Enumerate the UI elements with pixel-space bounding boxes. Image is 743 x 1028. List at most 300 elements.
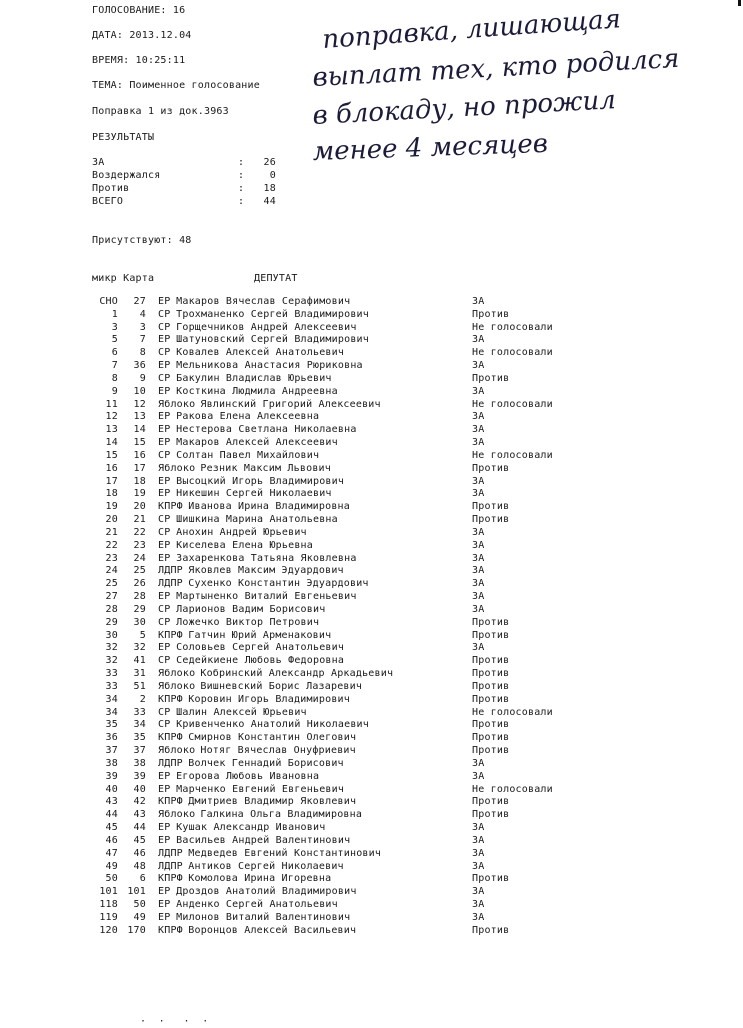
vote-result: Против	[472, 873, 510, 885]
vote-result: Не голосовали	[472, 347, 553, 359]
deputy-name: Ложечко Виктор Петрович	[176, 616, 320, 628]
mic-number: 43	[105, 796, 118, 808]
party: Яблоко	[158, 398, 196, 410]
deputy-name: Коровин Игорь Владимирович	[188, 693, 350, 705]
mic-number: 20	[105, 514, 118, 526]
mic-number: 32	[105, 655, 118, 667]
mic-number: 32	[105, 642, 118, 654]
table-row	[0, 386, 743, 399]
card-number: 26	[133, 578, 146, 590]
deputy-name: Косткина Людмила Андреевна	[176, 385, 338, 397]
handwritten-line: выплат тех, кто родился	[311, 43, 681, 93]
deputy-name: Воронцов Алексей Васильевич	[188, 924, 357, 936]
party: ЕР	[158, 411, 171, 423]
card-number: 37	[133, 745, 146, 757]
vote-result: ЗА	[472, 360, 485, 372]
mic-number: 118	[99, 899, 118, 910]
total-label: ЗА	[92, 157, 105, 168]
vote-result: Против	[472, 616, 510, 628]
total-label: ВСЕГО	[92, 196, 124, 207]
card-number: 43	[133, 809, 146, 821]
mic-number: 14	[105, 437, 118, 449]
vote-result: Против	[472, 514, 510, 526]
card-number: 4	[139, 308, 146, 320]
party: Яблоко	[158, 745, 196, 757]
party: ЛДПР	[158, 757, 183, 769]
deputy-name: Резник Максим Львович	[200, 462, 331, 474]
vote-result: ЗА	[472, 822, 485, 834]
card-number: 49	[133, 911, 146, 923]
vote-result: ЗА	[472, 488, 485, 500]
vote-result: ЗА	[472, 552, 485, 564]
table-row	[0, 925, 743, 938]
table-row	[0, 450, 743, 463]
mic-number: 38	[105, 757, 118, 769]
table-row	[0, 309, 743, 322]
mic-number: 17	[105, 475, 118, 487]
vote-result: ЗА	[472, 578, 485, 590]
card-number: 170	[127, 924, 146, 936]
party: СР	[158, 526, 171, 538]
vote-result: Против	[472, 629, 510, 641]
card-number: 24	[133, 552, 146, 564]
table-row	[0, 796, 743, 809]
table-row	[0, 822, 743, 835]
mic-number: 28	[105, 603, 118, 615]
deputy-name: Дмитриев Владимир Яковлевич	[188, 796, 357, 808]
party: КПРФ	[158, 873, 183, 885]
table-row	[0, 322, 743, 335]
card-number: 15	[133, 437, 146, 449]
deputy-name: Антиков Сергей Николаевич	[188, 860, 344, 872]
table-row	[0, 334, 743, 347]
vote-result: Против	[472, 308, 510, 320]
party: ЕР	[158, 334, 171, 346]
edge-mark	[738, 0, 741, 6]
mic-number: 33	[105, 680, 118, 692]
card-number: 13	[133, 411, 146, 423]
table-row	[0, 424, 743, 437]
vote-number: ГОЛОСОВАНИЕ: 16	[92, 5, 186, 16]
mic-number: 16	[105, 462, 118, 474]
vote-time: ВРЕМЯ: 10:25:11	[92, 55, 186, 66]
card-number: 44	[133, 822, 146, 834]
vote-result: Не голосовали	[472, 398, 553, 410]
vote-result: ЗА	[472, 770, 485, 782]
vote-result: Против	[472, 501, 510, 513]
party: ЕР	[158, 886, 171, 898]
table-row	[0, 848, 743, 861]
table-row	[0, 411, 743, 424]
card-number: 45	[133, 834, 146, 846]
footer-artifact: · · · ·	[140, 1016, 209, 1027]
party: СР	[158, 347, 171, 359]
mic-number: 27	[105, 591, 118, 603]
vote-result: ЗА	[472, 334, 485, 346]
vote-result: Не голосовали	[472, 321, 553, 333]
table-row	[0, 604, 743, 617]
mic-number: 50	[105, 873, 118, 885]
party: ЕР	[158, 475, 171, 487]
table-row	[0, 514, 743, 527]
deputy-name: Явлинский Григорий Алексеевич	[200, 398, 381, 410]
card-number: 51	[133, 680, 146, 692]
table-row	[0, 488, 743, 501]
mic-number: 119	[99, 911, 118, 923]
party: СР	[158, 655, 171, 667]
card-number: 48	[133, 860, 146, 872]
vote-result: Не голосовали	[472, 449, 553, 461]
card-number: 27	[133, 296, 146, 307]
total-label: Против	[92, 183, 130, 194]
table-row	[0, 835, 743, 848]
party: ЕР	[158, 539, 171, 551]
deputy-name: Иванова Ирина Владимировна	[188, 501, 350, 513]
card-number: 12	[133, 398, 146, 410]
vote-result: Против	[472, 924, 510, 936]
card-number: 40	[133, 783, 146, 795]
mic-number: 49	[105, 860, 118, 872]
vote-result: ЗА	[472, 475, 485, 487]
party: ЕР	[158, 385, 171, 397]
table-row	[0, 360, 743, 373]
party: СР	[158, 449, 171, 461]
table-row	[0, 668, 743, 681]
party: ЕР	[158, 591, 171, 603]
vote-result: Против	[472, 719, 510, 731]
party: КПРФ	[158, 501, 183, 513]
party: ЕР	[158, 770, 171, 782]
vote-result: Против	[472, 693, 510, 705]
table-row	[0, 540, 743, 553]
vote-result: Против	[472, 668, 510, 680]
handwritten-line: менее 4 месяцев	[312, 128, 549, 167]
party: ЛДПР	[158, 847, 183, 859]
deputy-name: Макаров Вячеслав Серафимович	[176, 296, 351, 307]
deputy-name: Васильев Андрей Валентинович	[176, 834, 351, 846]
party: ЕР	[158, 296, 171, 307]
table-row	[0, 553, 743, 566]
party: ЕР	[158, 437, 171, 449]
mic-number: 34	[105, 706, 118, 718]
deputy-name: Галкина Ольга Владимировна	[200, 809, 363, 821]
vote-result: ЗА	[472, 411, 485, 423]
table-row	[0, 373, 743, 386]
vote-result: Не голосовали	[472, 706, 553, 718]
card-number: 14	[133, 424, 146, 436]
vote-result: ЗА	[472, 847, 485, 859]
table-row	[0, 784, 743, 797]
vote-result: Против	[472, 809, 510, 821]
table-row	[0, 809, 743, 822]
card-number: 10	[133, 385, 146, 397]
deputy-name: Трохманенко Сергей Владимирович	[176, 308, 369, 320]
table-row	[0, 771, 743, 784]
table-row	[0, 399, 743, 412]
table-row	[0, 463, 743, 476]
mic-number: 39	[105, 770, 118, 782]
card-number: 23	[133, 539, 146, 551]
table-row	[0, 617, 743, 630]
card-number: 18	[133, 475, 146, 487]
mic-number: СНО	[99, 296, 118, 307]
table-row	[0, 347, 743, 360]
deputy-name: Смирнов Константин Олегович	[188, 732, 357, 744]
deputy-name: Марченко Евгений Евгеньевич	[176, 783, 345, 795]
vote-result: ЗА	[472, 899, 485, 910]
party: ЕР	[158, 783, 171, 795]
vote-result: Против	[472, 462, 510, 474]
deputy-name: Высоцкий Игорь Владимирович	[176, 475, 345, 487]
party: Яблоко	[158, 809, 196, 821]
party: СР	[158, 308, 171, 320]
vote-result: Против	[472, 372, 510, 384]
party: КПРФ	[158, 924, 183, 936]
deputy-name: Шалин Алексей Юрьевич	[176, 706, 307, 718]
deputy-name: Ракова Елена Алексеевна	[176, 411, 320, 423]
table-row	[0, 694, 743, 707]
vote-result: ЗА	[472, 603, 485, 615]
party: ЛДПР	[158, 565, 183, 577]
table-row	[0, 578, 743, 591]
deputy-name: Мельникова Анастасия Рюриковна	[176, 360, 363, 372]
column-header-deputy: ДЕПУТАТ	[254, 273, 298, 284]
party: СР	[158, 372, 171, 384]
mic-number: 19	[105, 501, 118, 513]
handwritten-line: поправка, лишающая	[321, 4, 622, 55]
card-number: 42	[133, 796, 146, 808]
vote-result: ЗА	[472, 834, 485, 846]
mic-number: 23	[105, 552, 118, 564]
mic-number: 1	[111, 308, 118, 320]
card-number: 7	[139, 334, 146, 346]
party: ЛДПР	[158, 860, 183, 872]
party: ЕР	[158, 424, 171, 436]
deputy-name: Макаров Алексей Алексеевич	[176, 437, 338, 449]
table-row	[0, 642, 743, 655]
party: ЕР	[158, 552, 171, 564]
deputy-name: Мартыненко Виталий Евгеньевич	[176, 591, 357, 603]
party: ЕР	[158, 822, 171, 834]
total-value: 18	[263, 183, 276, 194]
vote-result: Против	[472, 796, 510, 808]
card-number: 34	[133, 719, 146, 731]
deputy-name: Захаренкова Татьяна Яковлевна	[176, 552, 357, 564]
card-number: 6	[139, 873, 146, 885]
vote-result: Против	[472, 745, 510, 757]
table-row	[0, 591, 743, 604]
card-number: 35	[133, 732, 146, 744]
card-number: 30	[133, 616, 146, 628]
vote-result: ЗА	[472, 591, 485, 603]
deputy-name: Милонов Виталий Валентинович	[176, 911, 351, 923]
total-value: 26	[263, 157, 276, 168]
card-number: 29	[133, 603, 146, 615]
amendment-reference: Поправка 1 из док.3963	[92, 106, 229, 117]
party: СР	[158, 603, 171, 615]
vote-result: ЗА	[472, 437, 485, 449]
column-header-mic-card: микр Карта	[92, 273, 155, 284]
deputy-name: Анденко Сергей Анатольевич	[176, 899, 338, 910]
deputy-name: Никешин Сергей Николаевич	[176, 488, 332, 500]
table-row	[0, 527, 743, 540]
party: Яблоко	[158, 680, 196, 692]
table-row	[0, 707, 743, 720]
table-row	[0, 565, 743, 578]
table-row	[0, 630, 743, 643]
mic-number: 47	[105, 847, 118, 859]
mic-number: 22	[105, 539, 118, 551]
vote-result: ЗА	[472, 757, 485, 769]
deputy-name: Гатчин Юрий Арменакович	[188, 629, 332, 641]
card-number: 50	[133, 899, 146, 910]
mic-number: 21	[105, 526, 118, 538]
mic-number: 13	[105, 424, 118, 436]
deputy-name: Ковалев Алексей Анатольевич	[176, 347, 345, 359]
table-row	[0, 861, 743, 874]
deputy-name: Сухенко Константин Эдуардович	[188, 578, 369, 590]
vote-result: ЗА	[472, 539, 485, 551]
party: Яблоко	[158, 462, 196, 474]
card-number: 36	[133, 360, 146, 372]
card-number: 9	[139, 372, 146, 384]
card-number: 3	[139, 321, 146, 333]
table-row	[0, 476, 743, 489]
vote-result: ЗА	[472, 565, 485, 577]
card-number: 17	[133, 462, 146, 474]
party: СР	[158, 719, 171, 731]
deputy-name: Анохин Андрей Юрьевич	[176, 526, 307, 538]
deputy-name: Кушак Александр Иванович	[176, 822, 326, 834]
mic-number: 45	[105, 822, 118, 834]
card-number: 46	[133, 847, 146, 859]
card-number: 101	[127, 886, 146, 898]
table-row	[0, 719, 743, 732]
deputy-name: Седейкиене Любовь Федоровна	[176, 655, 345, 667]
mic-number: 46	[105, 834, 118, 846]
card-number: 38	[133, 757, 146, 769]
party: ЕР	[158, 642, 171, 654]
party: ЕР	[158, 360, 171, 372]
deputy-name: Комолова Ирина Игоревна	[188, 873, 332, 885]
total-label: Воздержался	[92, 170, 161, 181]
mic-number: 44	[105, 809, 118, 821]
party: ЕР	[158, 911, 171, 923]
card-number: 2	[139, 693, 146, 705]
mic-number: 15	[105, 449, 118, 461]
table-row	[0, 912, 743, 925]
present-count: Присутствуют: 48	[92, 235, 192, 246]
mic-number: 101	[99, 886, 118, 898]
vote-result: ЗА	[472, 642, 485, 654]
mic-number: 120	[99, 924, 118, 936]
table-row	[0, 681, 743, 694]
table-row	[0, 758, 743, 771]
deputy-name: Соловьев Сергей Анатольевич	[176, 642, 345, 654]
party: КПРФ	[158, 693, 183, 705]
total-value: 0	[269, 170, 276, 181]
deputy-name: Кривенченко Анатолий Николаевич	[176, 719, 369, 731]
vote-result: ЗА	[472, 886, 485, 898]
deputy-name: Кобринский Александр Аркадьевич	[200, 668, 394, 680]
mic-number: 25	[105, 578, 118, 590]
deputy-name: Дроздов Анатолий Владимирович	[176, 886, 357, 898]
mic-number: 36	[105, 732, 118, 744]
table-row	[0, 501, 743, 514]
deputy-name: Яковлев Максим Эдуардович	[188, 565, 344, 577]
table-row	[0, 655, 743, 668]
card-number: 41	[133, 655, 146, 667]
party: СР	[158, 321, 171, 333]
deputy-name: Медведев Евгений Константинович	[188, 847, 382, 859]
handwritten-line: в блокаду, но прожил	[311, 85, 617, 131]
mic-number: 30	[105, 629, 118, 641]
vote-result: ЗА	[472, 296, 485, 307]
card-number: 32	[133, 642, 146, 654]
mic-number: 35	[105, 719, 118, 731]
party: ЕР	[158, 899, 171, 910]
mic-number: 18	[105, 488, 118, 500]
table-row	[0, 745, 743, 758]
table-row	[0, 873, 743, 886]
mic-number: 24	[105, 565, 118, 577]
table-row	[0, 296, 743, 309]
vote-result: Против	[472, 732, 510, 744]
table-row	[0, 732, 743, 745]
mic-number: 7	[111, 360, 118, 372]
mic-number: 3	[111, 321, 118, 333]
mic-number: 37	[105, 745, 118, 757]
mic-number: 12	[105, 411, 118, 423]
vote-result: Против	[472, 655, 510, 667]
vote-result: ЗА	[472, 860, 485, 872]
vote-printout-page: ГОЛОСОВАНИЕ: 16 ДАТА: 2013.12.04 ВРЕМЯ: 10:25:11 ТЕМА: Поименное голосование Поправка 1 из док.3963 РЕЗУЛЬТАТЫ ЗА : 26 Воздержался : 0 Против : 18 ВСЕГО : 44 Присутствуют: 48 микр Карта ДЕПУТАТ поправка, лишающая выплат тех, кто родился в блокаду, но прожил менее 4 месяцев СНО 27 ЕР Макаров Вячеслав Серафимович ЗА 1 4 СР Трохманенко Сергей Владимирович Против 3 3 СР Горщечников Андрей Алексеевич Не голосовали 5 7 ЕР Шатуновский Сергей Владимирович ЗА 6 8 СР Ковалев Алексей Анатольевич Не голосовали 7 36 ЕР Мельникова Анастасия Рюриковна ЗА 8 9 СР Бакулин Владислав Юрьевич Против 9 10 ЕР Косткина Людмила Андреевна ЗА 11 12 Яблоко Явлинский Григорий Алексеевич Не голосовали 12 13 ЕР Ракова Елена Алексеевна ЗА 13 14 ЕР Нестерова Светлана Николаевна ЗА 14 15 ЕР Макаров Алексей Алексеевич ЗА 15 16 СР Солтан Павел Михайлович Не голосовали 16 17 Яблоко Резник Максим Львович Против 17 18 ЕР Высоцкий Игорь Владимирович ЗА 18 19 ЕР Никешин Сергей Николаевич ЗА 19 20 КПРФ Иванова Ирина Владимировна Против 20 21 СР Шишкина Марина Анатольевна Против 21 22 СР Анохин Андрей Юрьевич ЗА 22 23 ЕР Киселева Елена Юрьевна ЗА 23 24 ЕР Захаренкова Татьяна Яковлевна ЗА 24 25 ЛДПР Яковлев Максим Эдуардович ЗА 25 26 ЛДПР Сухенко Константин Эдуардович ЗА 27 28 ЕР Мартыненко Виталий Евгеньевич ЗА 28 29 СР Ларионов Вадим Борисович ЗА 29 30 СР Ложечко Виктор Петрович Против 30 5 КПРФ Гатчин Юрий Арменакович Против 32 32 ЕР Соловьев Сергей Анатольевич ЗА 32 41 СР Седейкиене Любовь Федоровна Против 33 31 Яблоко Кобринский Александр Аркадьевич Против 33 51 Яблоко Вишневский Борис Лазаревич Против 34 2 КПРФ Коровин Игорь Владимирович Против 34 33 СР Шалин Алексей Юрьевич Не голосовали 35 34 СР Кривенченко Анатолий Николаевич Против 36 35 КПРФ Смирнов Константин Олегович Против 37 37 Яблоко Нотяг Вячеслав Онуфриевич Против 38 38 ЛДПР Волчек Геннадий Борисович ЗА 39 39 ЕР Егорова Любовь Ивановна ЗА 40 40 ЕР Марченко Евгений Евгеньевич Не голосовали 43 42 КПРФ Дмитриев Владимир Яковлевич Против 44 43 Яблоко Галкина Ольга Владимировна Против 45 44 ЕР Кушак Александр Иванович ЗА 46 45 ЕР Васильев Андрей Валентинович ЗА 47 46 ЛДПР Медведев Евгений Константинович ЗА 49 48 ЛДПР Антиков Сергей Николаевич ЗА 50 6 КПРФ Комолова Ирина Игоревна Против 101 101 ЕР Дроздов Анатолий Владимирович ЗА 118 50 ЕР Анденко Сергей Анатольевич ЗА 119 49 ЕР Милонов Виталий Валентинович ЗА 120 170 КПРФ Воронцов Алексей Васильевич Против · · · ·	[0, 0, 743, 1023]
vote-result: ЗА	[472, 911, 485, 923]
card-number: 16	[133, 449, 146, 461]
party: СР	[158, 706, 171, 718]
deputy-name: Солтан Павел Михайлович	[176, 449, 320, 461]
vote-result: ЗА	[472, 385, 485, 397]
vote-result: ЗА	[472, 424, 485, 436]
deputy-name: Волчек Геннадий Борисович	[188, 757, 344, 769]
mic-number: 11	[105, 398, 118, 410]
table-row	[0, 437, 743, 450]
mic-number: 8	[111, 372, 118, 384]
card-number: 28	[133, 591, 146, 603]
deputy-name: Шишкина Марина Анатольевна	[176, 514, 338, 526]
card-number: 8	[139, 347, 146, 359]
party: КПРФ	[158, 796, 183, 808]
party: СР	[158, 514, 171, 526]
table-row	[0, 899, 743, 912]
card-number: 20	[133, 501, 146, 513]
vote-result: Против	[472, 680, 510, 692]
handwritten-note-svg	[305, 4, 681, 170]
deputy-name: Вишневский Борис Лазаревич	[200, 680, 363, 692]
deputy-name: Шатуновский Сергей Владимирович	[176, 334, 369, 346]
card-number: 22	[133, 526, 146, 538]
deputy-name: Киселева Елена Юрьевна	[176, 539, 313, 551]
mic-number: 40	[105, 783, 118, 795]
deputy-name: Нестерова Светлана Николаевна	[176, 424, 357, 436]
card-number: 25	[133, 565, 146, 577]
deputy-name: Нотяг Вячеслав Онуфриевич	[200, 745, 356, 757]
card-number: 21	[133, 514, 146, 526]
total-value: 44	[263, 196, 276, 207]
mic-number: 5	[111, 334, 118, 346]
deputy-name: Горщечников Андрей Алексеевич	[176, 321, 357, 333]
card-number: 31	[133, 668, 146, 680]
